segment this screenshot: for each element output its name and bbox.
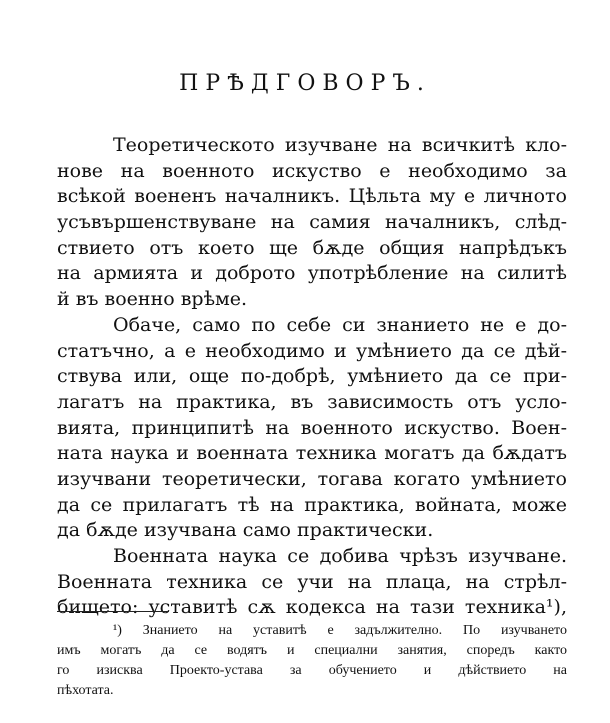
text-line: бището: уставитѣ сѫ кодекса на тази техника¹), (57, 596, 567, 619)
footnote (57, 621, 567, 701)
text-line: да бѫде изучвана само практически. (57, 519, 434, 542)
text-line: ствието отъ което ще бѫде общия напрѣдъкъ (57, 236, 567, 259)
text-line: Обаче, само по себе си знанието не е до- (113, 313, 567, 336)
footnote-line: имъ могатъ да се водятъ и специални занятия, споредъ както (57, 643, 567, 658)
text-line: Военната техника се учи на плаца, на стрѣл- (57, 570, 567, 593)
text-line: Военната наука се добива чрѣзъ изучване. (113, 545, 567, 567)
text-line: й въ военно врѣме. (57, 288, 248, 311)
text-line: да се прилагатъ тѣ на практика, войната, може (57, 493, 567, 516)
footnote-line: ¹) Знанието на уставитѣ е задължително. По изучването (113, 623, 567, 638)
page-title: ПРѢДГОВОРЪ. (179, 71, 431, 96)
text-line: ната наука и военната техника могатъ да бѫдатъ (57, 442, 567, 465)
footnote-line: пѣхотата. (57, 683, 114, 698)
footnote-line: го изисква Проекто-устава за обучението и дѣйствието на (57, 663, 567, 678)
text-line: усъвършенствуване на самия началникъ, слѣд- (57, 211, 567, 234)
text-line: нове на военното искуство е необходимо за (57, 159, 567, 182)
text-line: всѣкой воененъ началникъ. Цѣльта му е личното (57, 185, 567, 208)
text-line: лагатъ на практика, въ зависимость отъ усло- (57, 390, 567, 413)
preface-body (57, 133, 567, 621)
text-line: изучвани теоретически, тогава когато умѣнието (57, 467, 567, 490)
text-line: на армията и доброто употрѣбление на силитѣ (57, 262, 567, 285)
text-line: статъчно, а е необходимо и умѣнието да се дѣй- (57, 339, 567, 362)
text-line: ствува или, още по-добрѣ, умѣнието да се при- (57, 365, 567, 388)
text-line: Теоретическото изучване на всичкитѣ кло- (113, 134, 567, 156)
footnote-divider (57, 611, 169, 612)
text-line: вията, принципитѣ на военното искуство. Воен- (57, 416, 567, 439)
